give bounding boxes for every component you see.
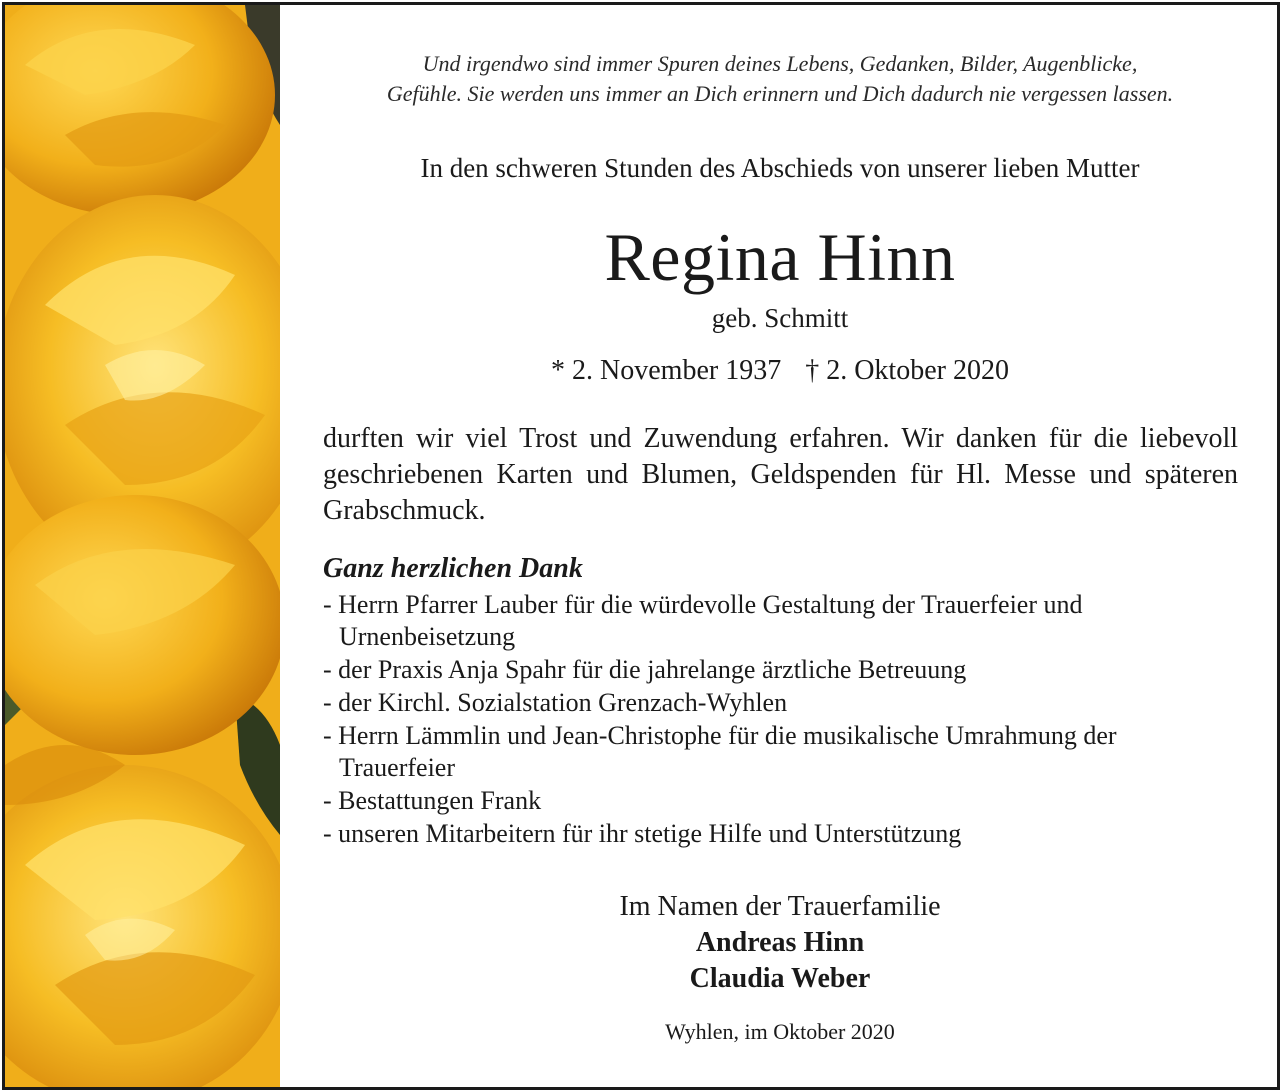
thanks-list — [323, 589, 1223, 851]
motto-line-2: Gefühle. Sie werden uns immer an Dich erinnern und Dich dadurch nie vergessen lassen. — [386, 81, 1174, 106]
place-date: Wyhlen, im Oktober 2020 — [665, 1019, 895, 1044]
birth-date: * 2. November 1937 — [551, 355, 782, 386]
signoff-intro: Im Namen der Trauerfamilie — [619, 891, 941, 922]
deceased-name: Regina Hinn — [604, 219, 956, 295]
motto-line-1: Und irgendwo sind immer Spuren deines Lebens, Gedanken, Bilder, Augenblicke, — [422, 51, 1138, 76]
life-dates — [280, 355, 1280, 387]
thanks-heading: Ganz herzlichen Dank — [323, 553, 583, 584]
list-item: - unseren Mitarbeitern für ihr stetige Hilfe und Unterstützung — [323, 819, 962, 848]
obituary-text — [280, 5, 1277, 1087]
yellow-roses-photo — [5, 5, 280, 1087]
roses-icon — [5, 5, 280, 1087]
list-item: - Herrn Pfarrer Lauber für die würdevolle Gestaltung der Trauerfeier und Urnenbeisetzung — [323, 590, 1083, 651]
signer-andreas: Andreas Hinn — [695, 927, 865, 958]
list-item: - der Kirchl. Sozialstation Grenzach-Wyhlen — [323, 688, 788, 717]
intro-text: In den schweren Stunden des Abschieds von unserer lieben Mutter — [420, 153, 1140, 183]
list-item: - der Praxis Anja Spahr für die jahrelange ärztliche Betreuung — [323, 655, 967, 684]
thanks-paragraph: durften wir viel Trost und Zuwendung erfahren. Wir danken für die liebevoll geschriebenen Karten und Blumen, Geldspenden für Hl. Messe und späteren Grabschmuck. — [323, 423, 1238, 526]
list-item: - Herrn Lämmlin und Jean-Christophe für die musikalische Umrahmung der Trauerfeier — [323, 721, 1117, 782]
birth-name: geb. Schmitt — [711, 303, 849, 333]
signer-claudia: Claudia Weber — [689, 963, 871, 994]
death-date: † 2. Oktober 2020 — [805, 355, 1009, 386]
list-item: - Bestattungen Frank — [323, 786, 542, 815]
obituary-card — [2, 2, 1280, 1090]
